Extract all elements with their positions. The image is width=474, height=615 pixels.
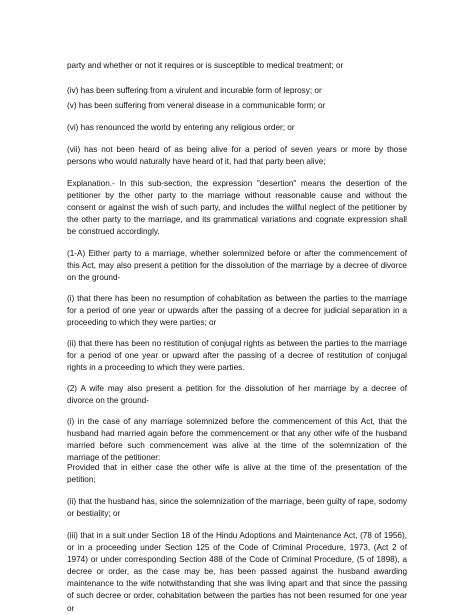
- paragraph-1a-clause-ii: (ii) that there has been no restitution of conjugal rights as between the parties to the marriage for a period of one year or upward after the passing of a decree of restitution of conjugal rights in a proceeding to which they were parties.: [67, 339, 407, 373]
- paragraph-subsection-1a: (1-A) Either party to a marriage, whether solemnized before or after the commencement of this Act, may also present a petition for the dissolution of the marriage by a decree of divorce on the ground-: [67, 249, 407, 283]
- paragraph-1a-clause-i: (i) that there has been no resumption of cohabitation as between the parties to the marriage for a period of one year or upwards after the passing of a decree for judicial separation in a proceeding to which they were parties; or: [67, 294, 407, 328]
- paragraph-subsection-2: (2) A wife may also present a petition for the dissolution of her marriage by a decree of divorce on the ground-: [67, 384, 407, 406]
- paragraph-clause-vii-not-heard-alive: (vii) has not been heard of as being alive for a period of seven years or more by those persons who would naturally have heard of it, had that party been alive;: [67, 145, 407, 167]
- paragraph-2-clause-ii: (ii) that the husband has, since the solemnization of the marriage, been guilty of rape, sodomy or bestiality; or: [67, 497, 407, 519]
- paragraph-clause-v-veneral-disease: (v) has been suffering from veneral disease in a communicable form; or: [67, 101, 326, 110]
- paragraph-2-clause-iii: (iii) that in a suit under Section 18 of the Hindu Adoptions and Maintenance Act, (78 of 1956), or in a proceeding under Section 125 of the Code of Criminal Procedure, 1973, (Act 2 of 1974) or under corresponding Section 488 of the Code of Criminal Procedure, (5 of 1898), a decree or order, as the case may be, has been passed against the husband awarding maintenance to the wife notwithstanding that she was living apart and that since the passing of such decree or order, cohabitation between the parties has not been resumed for one year or: [67, 531, 407, 613]
- paragraph-clause-iv-leprosy: (iv) has been suffering from a virulent and incurable form of leprosy; or: [67, 86, 322, 95]
- paragraph-proviso: Provided that in either case the other wife is alive at the time of the presentation of the petition;: [67, 463, 407, 485]
- paragraph-2-clause-i: (i) in the case of any marriage solemnized before the commencement of this Act, that the husband had married again before the commencement or that any other wife of the husband married before such commencement was alive at the time of the solemnization of the marriage of the petitioner:: [67, 417, 407, 463]
- paragraph-clause-vi-renounced-world: (vi) has renounced the world by entering any religious order; or: [67, 123, 295, 132]
- paragraph-explanation-desertion: Explanation.- In this sub-section, the expression "desertion" means the desertion of the petitioner by the other party to the marriage without reasonable cause and without the consent or against the wish of such party, and includes the willful neglect of the petitioner by the other party to the marriage, and its grammatical variations and cognate expression shall be construed accordingly.: [67, 179, 407, 237]
- paragraph-continuation-mental-disorder: party and whether or not it requires or is susceptible to medical treatment; or: [67, 61, 344, 70]
